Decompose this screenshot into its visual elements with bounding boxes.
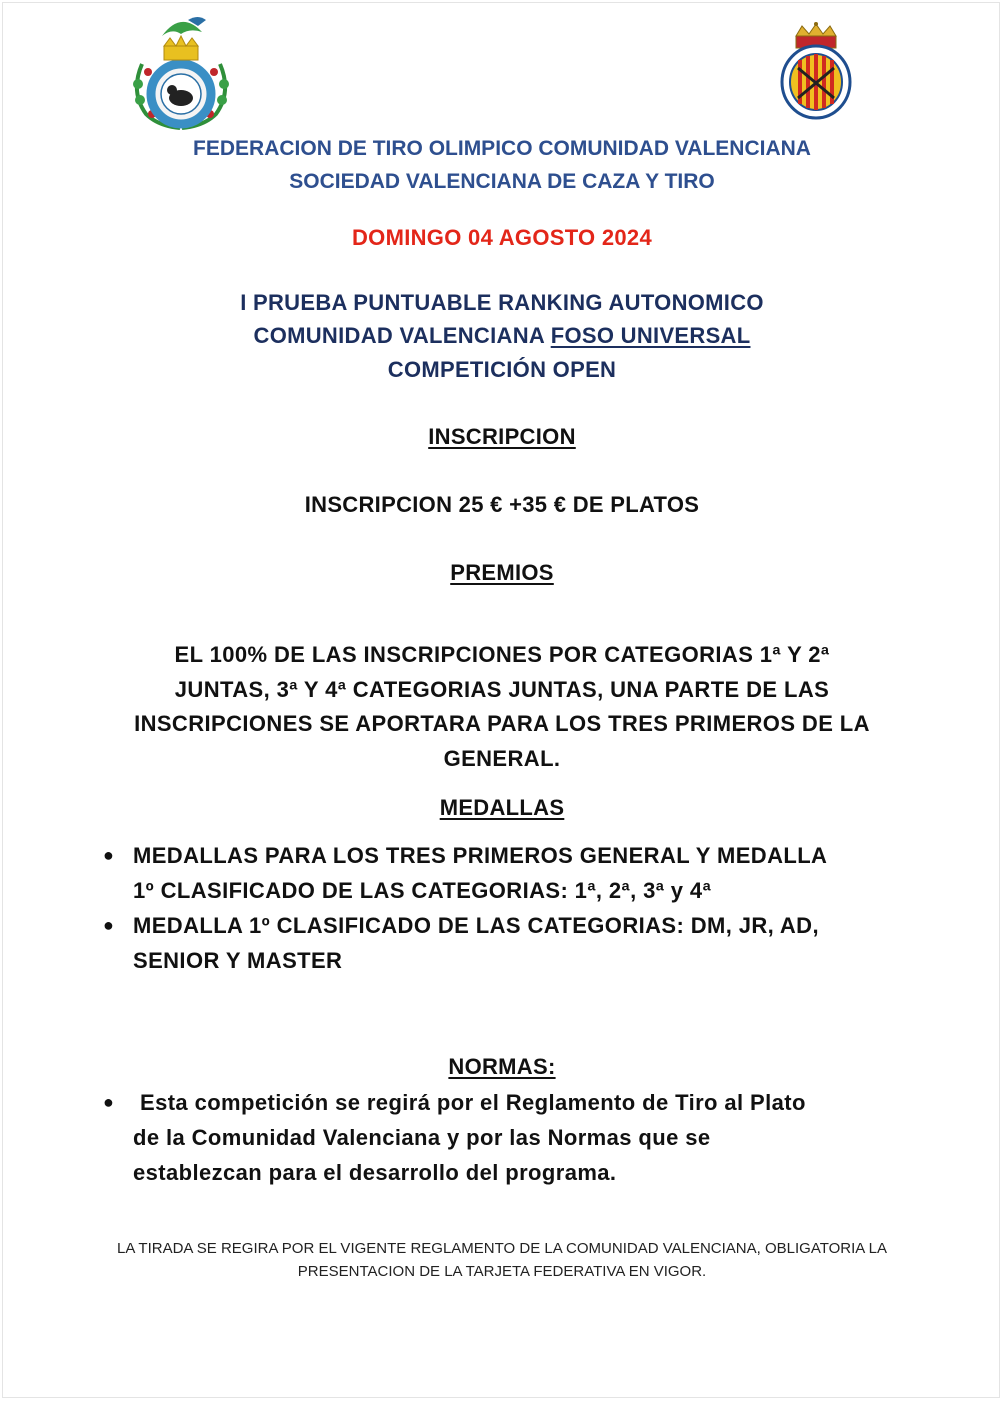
premios-line: EL 100% DE LAS INSCRIPCIONES POR CATEGORIAS 1ª Y 2ª (174, 642, 830, 667)
list-item (98, 838, 928, 908)
footer-line: PRESENTACION DE LA TARJETA FEDERATIVA EN VIGOR. (297, 1263, 707, 1280)
premios-paragraph (40, 638, 964, 776)
medallas-item-line: MEDALLAS PARA LOS TRES PRIMEROS GENERAL Y MEDALLA (133, 843, 828, 868)
medallas-item-line: 1º CLASIFICADO DE LAS CATEGORIAS: 1ª, 2ª, 3ª y 4ª (133, 878, 712, 903)
event-title-line1: I PRUEBA PUNTUABLE RANKING AUTONOMICO (240, 290, 764, 315)
inscripcion-heading (0, 424, 1004, 450)
premios-heading-text: PREMIOS (450, 560, 554, 585)
inscripcion-detail: INSCRIPCION 25 € +35 € DE PLATOS (304, 492, 700, 517)
hunting-society-crest-icon (128, 14, 234, 130)
event-title-line2 (0, 323, 1004, 349)
bullet-icon: ● (103, 915, 115, 935)
medallas-list (98, 838, 928, 978)
event-discipline: FOSO UNIVERSAL (550, 323, 751, 348)
bullet-icon: ● (103, 1092, 115, 1112)
normas-item-line: Esta competición se regirá por el Reglamento de Tiro al Plato (140, 1090, 806, 1115)
normas-heading (0, 1054, 1004, 1080)
premios-heading (0, 560, 1004, 586)
event-title-line2-prefix: COMUNIDAD VALENCIANA (253, 323, 551, 348)
premios-line: JUNTAS, 3ª Y 4ª CATEGORIAS JUNTAS, UNA PARTE DE LAS (174, 676, 830, 702)
organization-federation: FEDERACION DE TIRO OLIMPICO COMUNIDAD VALENCIANA (193, 137, 811, 160)
normas-item-line: de la Comunidad Valenciana y por las Normas que se (133, 1125, 711, 1150)
footer-note (60, 1237, 944, 1283)
inscripcion-heading-text: INSCRIPCION (428, 424, 576, 449)
normas-heading-text: NORMAS: (448, 1054, 556, 1079)
normas-item-line: establezcan para el desarrollo del programa. (133, 1160, 617, 1185)
bullet-icon: ● (103, 845, 115, 865)
medallas-item-line: SENIOR Y MASTER (133, 948, 343, 973)
premios-line: GENERAL. (443, 745, 561, 771)
normas-list (98, 1085, 933, 1190)
medallas-item-line: MEDALLA 1º CLASIFICADO DE LAS CATEGORIAS: DM, JR, AD, (133, 913, 819, 938)
event-title-line3: COMPETICIÓN OPEN (387, 357, 617, 382)
medallas-heading-text: MEDALLAS (439, 795, 565, 820)
premios-line: INSCRIPCIONES SE APORTARA PARA LOS TRES PRIMEROS DE LA (134, 711, 870, 736)
footer-line: LA TIRADA SE REGIRA POR EL VIGENTE REGLAMENTO DE LA COMUNIDAD VALENCIANA, OBLIGATORIA LA (117, 1240, 887, 1257)
organization-society: SOCIEDAD VALENCIANA DE CAZA Y TIRO (289, 170, 715, 193)
federation-crest-icon (776, 22, 856, 120)
list-item (98, 1085, 933, 1190)
list-item (98, 908, 928, 978)
medallas-heading (0, 795, 1004, 821)
event-date: DOMINGO 04 AGOSTO 2024 (351, 225, 653, 250)
